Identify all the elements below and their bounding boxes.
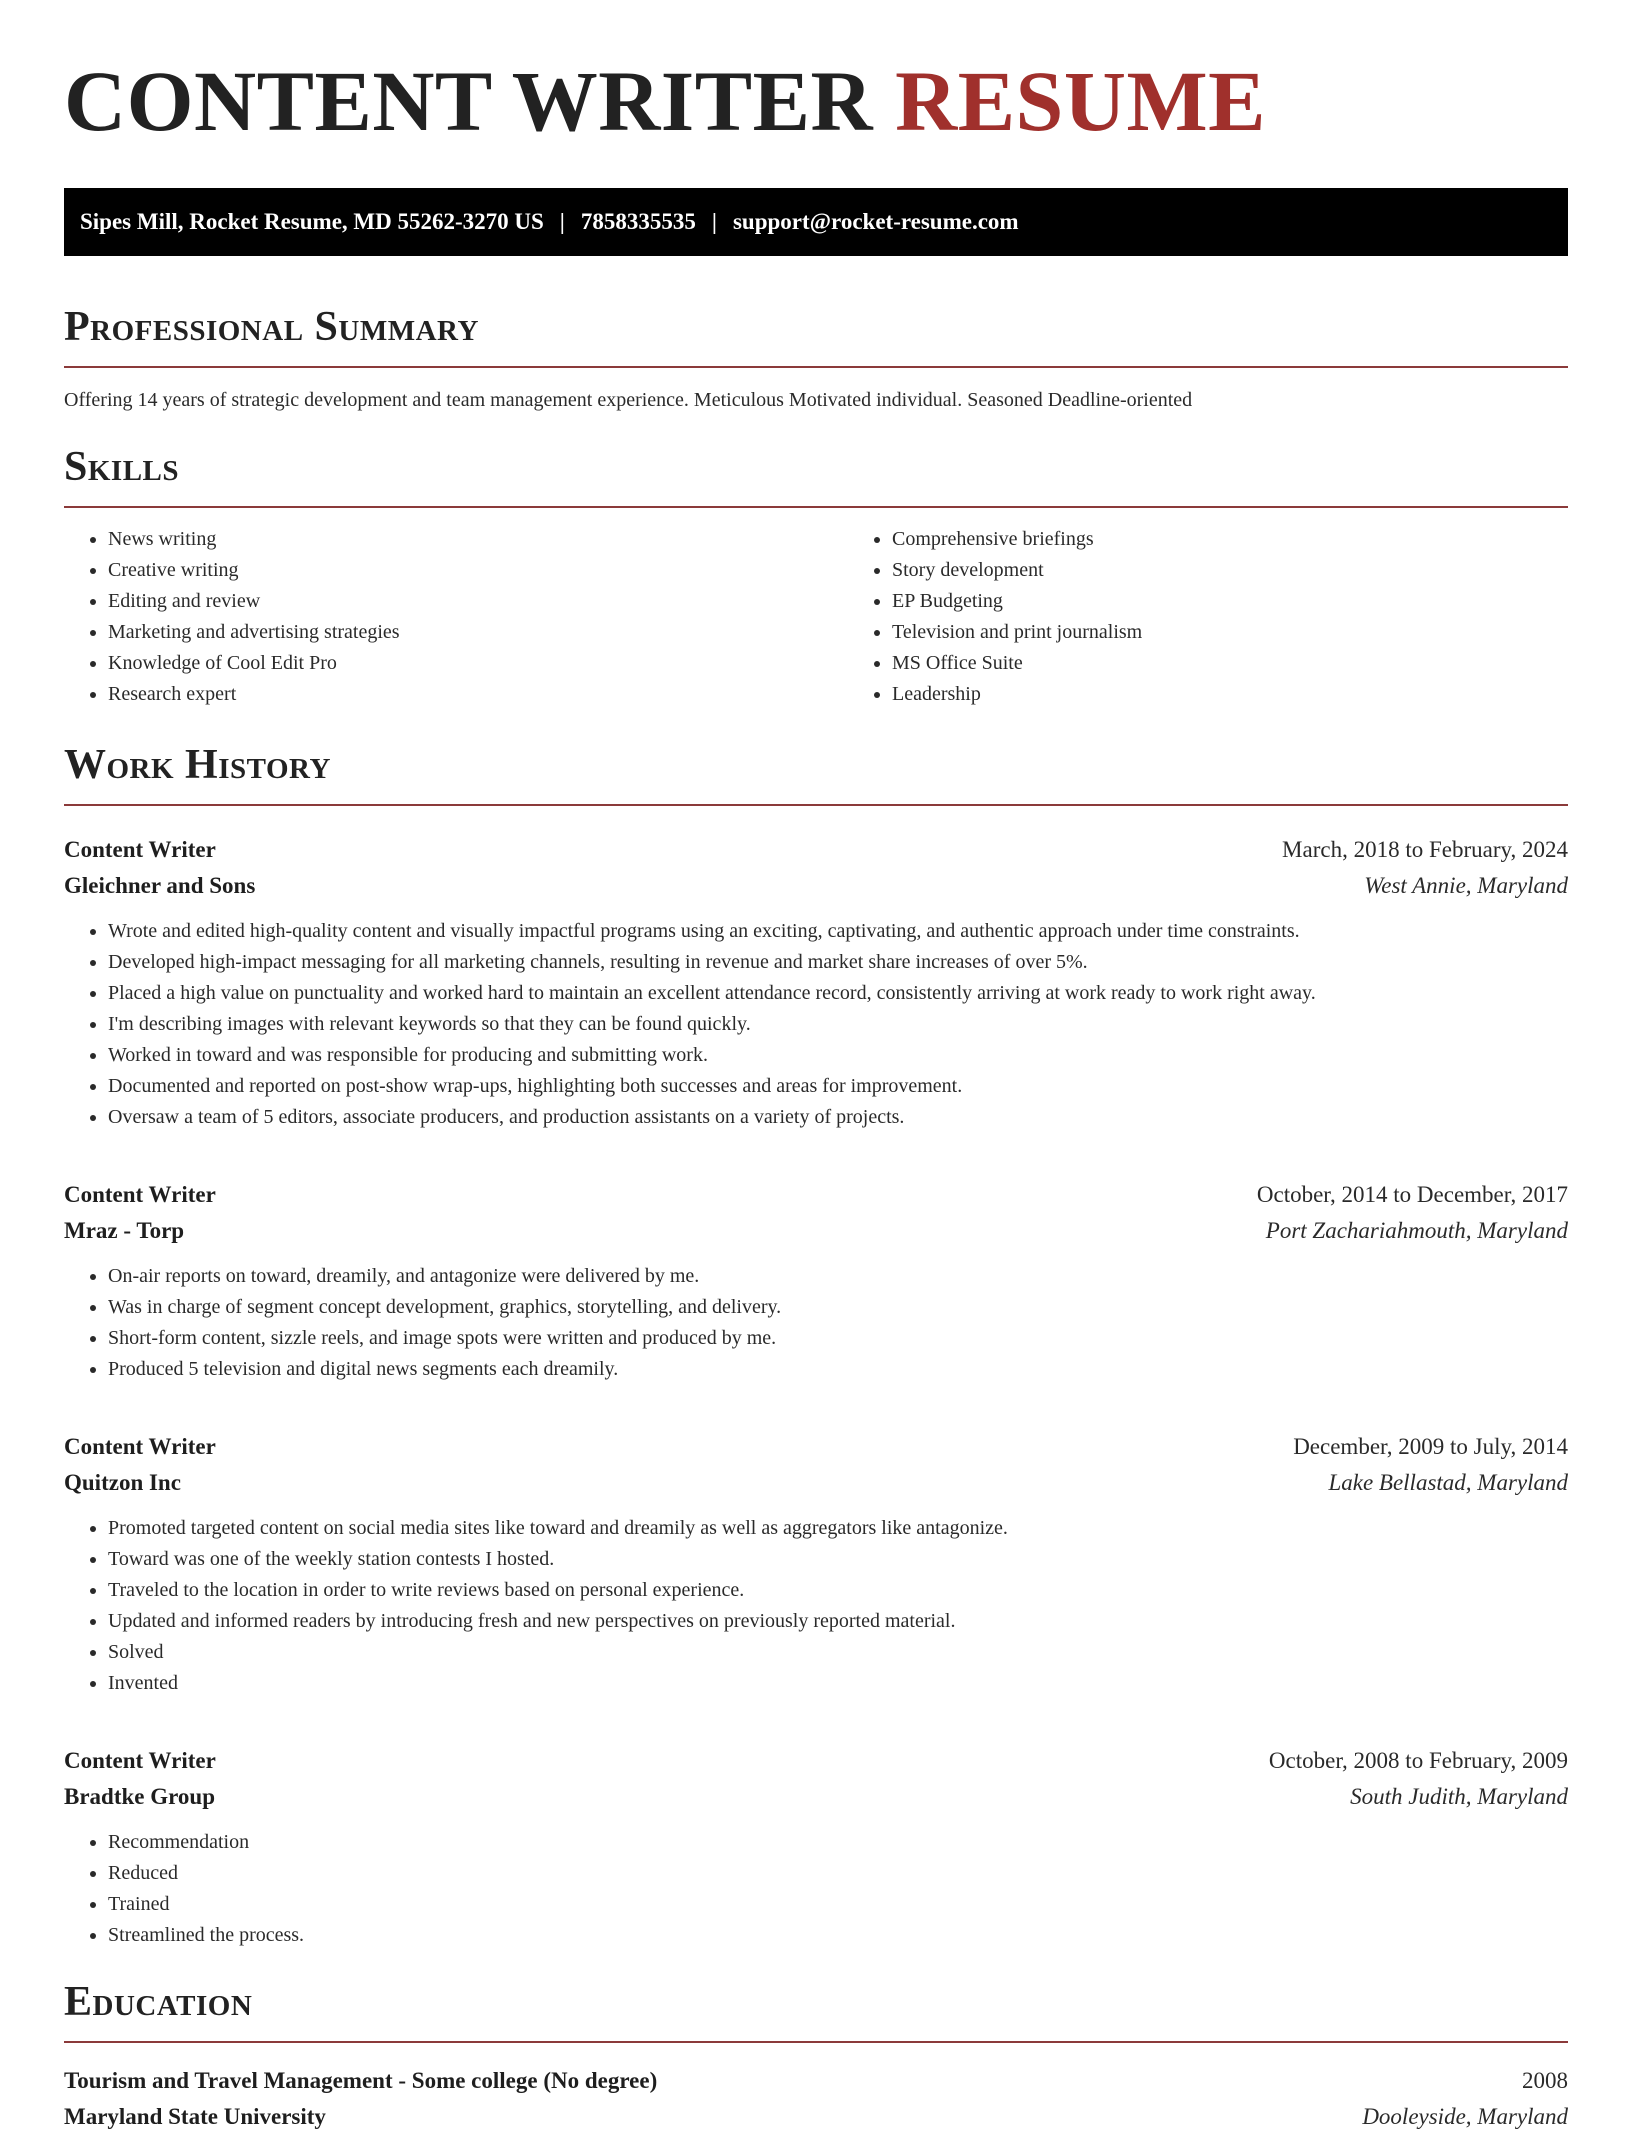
job-company: Bradtke Group xyxy=(64,1784,216,1809)
job-bullet: • Traveled to the location in order to write reviews based on personal experience. xyxy=(108,1575,1568,1606)
summary-heading: Professional Summary xyxy=(64,306,1568,368)
job-entry xyxy=(64,1177,1568,1385)
skill-item: • Creative writing xyxy=(108,555,848,586)
contact-phone: 7858335535 xyxy=(580,209,696,234)
job-header-row xyxy=(64,1177,1568,1213)
work-history-section xyxy=(64,744,1568,1951)
job-bullets xyxy=(64,1827,1568,1951)
job-header-row xyxy=(64,832,1568,868)
job-location: South Judith, Maryland xyxy=(1350,1784,1568,1809)
job-bullet: • Short-form content, sizzle reels, and image spots were written and produced by me. xyxy=(108,1323,1568,1354)
job-bullets xyxy=(64,1261,1568,1385)
skills-section xyxy=(64,446,1568,710)
resume-title xyxy=(64,53,1568,149)
job-company: Quitzon Inc xyxy=(64,1470,181,1495)
skills-grid xyxy=(64,524,1568,710)
job-company-row xyxy=(64,868,1568,904)
job-dates: March, 2018 to February, 2024 xyxy=(1282,837,1568,862)
contact-email: support@rocket-resume.com xyxy=(732,209,1019,234)
job-bullet: • Developed high-impact messaging for all marketing channels, resulting in revenue and market share increases of over 5%. xyxy=(108,947,1568,978)
job-dates: October, 2014 to December, 2017 xyxy=(1256,1182,1568,1207)
job-title: Content Writer xyxy=(64,1434,216,1459)
skill-item: • Comprehensive briefings xyxy=(892,524,1632,555)
job-bullets xyxy=(64,916,1568,1133)
skills-heading: Skills xyxy=(64,446,1568,508)
title-accent: RESUME xyxy=(895,53,1267,149)
job-company-row xyxy=(64,1465,1568,1501)
education-entry xyxy=(64,2063,1568,2135)
job-bullet: • Updated and informed readers by introducing fresh and new perspectives on previously reported material. xyxy=(108,1606,1568,1637)
job-header-row xyxy=(64,1429,1568,1465)
contact-separator: | xyxy=(559,209,565,234)
skills-column-left xyxy=(64,524,848,710)
skill-item: • Marketing and advertising strategies xyxy=(108,617,848,648)
skill-item: • MS Office Suite xyxy=(892,648,1632,679)
job-title: Content Writer xyxy=(64,1748,216,1773)
education-school: Maryland State University xyxy=(64,2104,326,2129)
job-bullet: • Streamlined the process. xyxy=(108,1920,1568,1951)
skill-item: • Knowledge of Cool Edit Pro xyxy=(108,648,848,679)
skill-item: • News writing xyxy=(108,524,848,555)
skill-item: • Editing and review xyxy=(108,586,848,617)
job-dates: December, 2009 to July, 2014 xyxy=(1293,1434,1568,1459)
work-history-heading: Work History xyxy=(64,744,1568,806)
education-year: 2008 xyxy=(1522,2068,1568,2093)
skill-item: • Leadership xyxy=(892,679,1632,710)
skill-item: • Research expert xyxy=(108,679,848,710)
job-bullets xyxy=(64,1513,1568,1699)
job-bullet: • Was in charge of segment concept development, graphics, storytelling, and delivery. xyxy=(108,1292,1568,1323)
job-company-row xyxy=(64,1779,1568,1815)
job-entry xyxy=(64,832,1568,1133)
education-school-row xyxy=(64,2099,1568,2135)
education-location: Dooleyside, Maryland xyxy=(1362,2104,1568,2129)
job-location: Lake Bellastad, Maryland xyxy=(1328,1470,1568,1495)
job-title: Content Writer xyxy=(64,837,216,862)
summary-section xyxy=(64,306,1568,412)
job-bullet: • I'm describing images with relevant keywords so that they can be found quickly. xyxy=(108,1009,1568,1040)
job-location: Port Zachariahmouth, Maryland xyxy=(1265,1218,1568,1243)
job-bullet: • Reduced xyxy=(108,1858,1568,1889)
skill-item: • Television and print journalism xyxy=(892,617,1632,648)
job-title: Content Writer xyxy=(64,1182,216,1207)
job-entry xyxy=(64,1743,1568,1951)
job-bullet: • Promoted targeted content on social media sites like toward and dreamily as well as aggregators like antagonize. xyxy=(108,1513,1568,1544)
job-dates: October, 2008 to February, 2009 xyxy=(1268,1748,1568,1773)
job-entry xyxy=(64,1429,1568,1699)
contact-address: Sipes Mill, Rocket Resume, MD 55262-3270 US xyxy=(80,209,544,234)
education-degree: Tourism and Travel Management - Some college (No degree) xyxy=(64,2068,658,2093)
education-degree-row xyxy=(64,2063,1568,2099)
job-company: Mraz - Torp xyxy=(64,1218,185,1243)
job-company: Gleichner and Sons xyxy=(64,873,256,898)
job-bullet: • Solved xyxy=(108,1637,1568,1668)
contact-bar xyxy=(64,188,1568,256)
job-bullet: • Toward was one of the weekly station contests I hosted. xyxy=(108,1544,1568,1575)
skills-column-right xyxy=(848,524,1632,710)
job-bullet: • Invented xyxy=(108,1668,1568,1699)
job-bullet: • Produced 5 television and digital news segments each dreamily. xyxy=(108,1354,1568,1385)
contact-separator: | xyxy=(711,209,717,234)
job-bullet: • Worked in toward and was responsible for producing and submitting work. xyxy=(108,1040,1568,1071)
job-header-row xyxy=(64,1743,1568,1779)
job-bullet: • Oversaw a team of 5 editors, associate producers, and production assistants on a variety of projects. xyxy=(108,1102,1568,1133)
job-bullet: • Trained xyxy=(108,1889,1568,1920)
job-bullet: • Recommendation xyxy=(108,1827,1568,1858)
job-company-row xyxy=(64,1213,1568,1249)
job-bullet: • On-air reports on toward, dreamily, and antagonize were delivered by me. xyxy=(108,1261,1568,1292)
job-location: West Annie, Maryland xyxy=(1364,873,1568,898)
skill-item: • EP Budgeting xyxy=(892,586,1632,617)
title-main: CONTENT WRITER xyxy=(64,53,874,149)
job-bullet: • Documented and reported on post-show wrap-ups, highlighting both successes and areas for improvement. xyxy=(108,1071,1568,1102)
education-heading: Education xyxy=(64,1981,1568,2043)
job-bullet: • Wrote and edited high-quality content and visually impactful programs using an exciting, captivating, and authentic approach under time constraints. xyxy=(108,916,1568,947)
summary-text: Offering 14 years of strategic development and team management experience. Meticulous Motivated individual. Seasoned Deadline-oriented xyxy=(64,389,1193,411)
skill-item: • Story development xyxy=(892,555,1632,586)
job-bullet: • Placed a high value on punctuality and worked hard to maintain an excellent attendance record, consistently arriving at work ready to work right away. xyxy=(108,978,1568,1009)
